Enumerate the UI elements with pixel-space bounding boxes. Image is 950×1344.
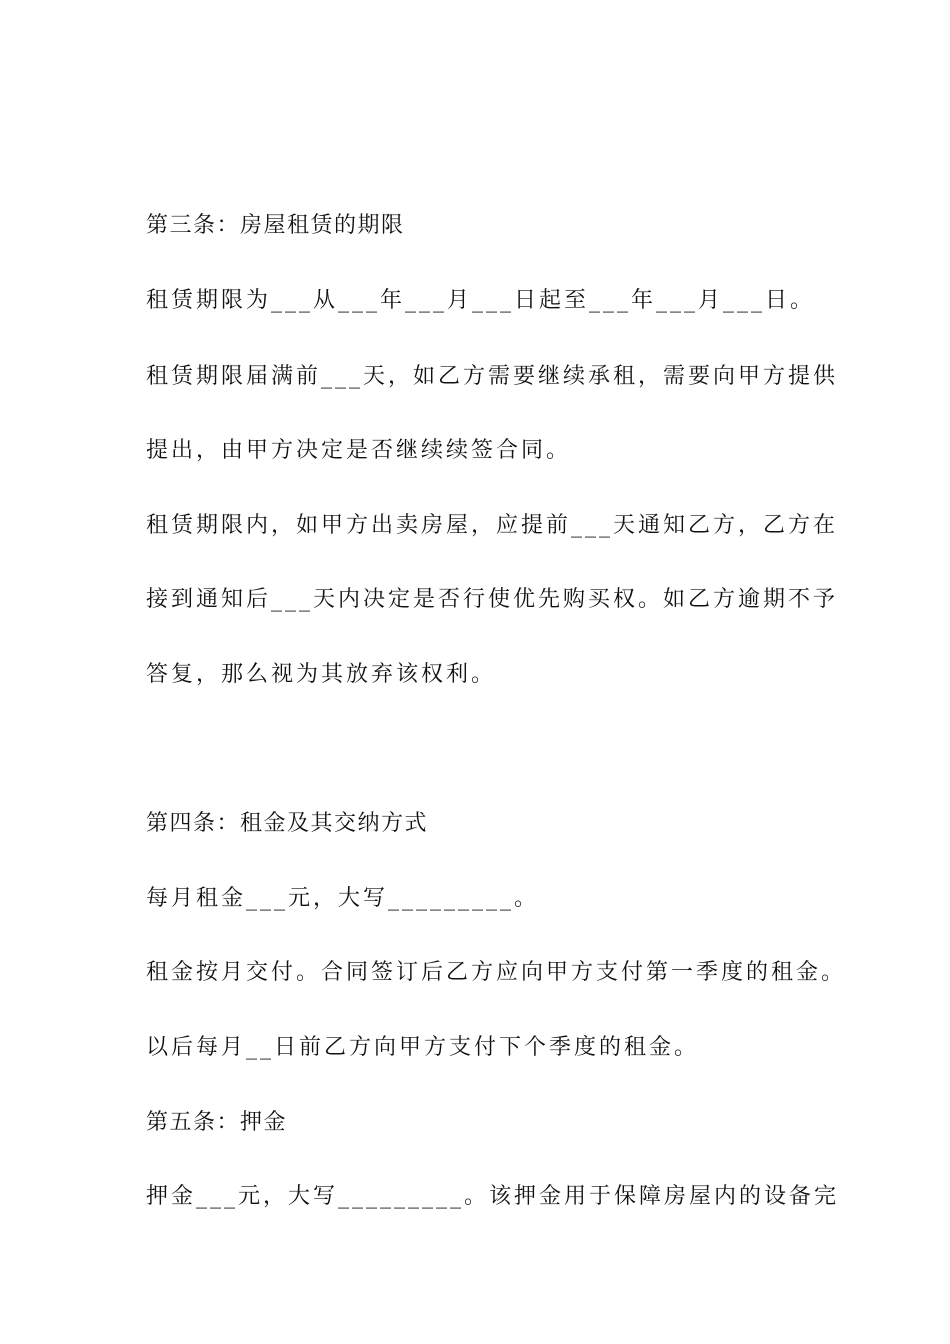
section-3-line-5: 接到通知后___天内决定是否行使优先购买权。如乙方逾期不予: [146, 587, 839, 612]
section-3-line-6: 答复，那么视为其放弃该权利。: [146, 662, 497, 687]
section-3-line-1: 租赁期限为___从___年___月___日起至___年___月___日。: [146, 288, 816, 313]
section-4-line-3: 以后每月__日前乙方向甲方支付下个季度的租金。: [146, 1035, 700, 1060]
section-3-line-2: 租赁期限届满前___天，如乙方需要继续承租，需要向甲方提供: [146, 364, 839, 389]
section-5-heading: 第五条：押金: [146, 1110, 288, 1135]
section-3-line-4: 租赁期限内，如甲方出卖房屋，应提前___天通知乙方，乙方在: [146, 513, 839, 538]
section-3-heading: 第三条：房屋租赁的期限: [146, 213, 405, 238]
section-4-line-2: 租金按月交付。合同签订后乙方应向甲方支付第一季度的租金。: [146, 960, 847, 985]
section-5-line-1: 押金___元，大写_________。该押金用于保障房屋内的设备完: [146, 1184, 840, 1209]
section-4-heading: 第四条：租金及其交纳方式: [146, 811, 429, 836]
section-3-line-3: 提出，由甲方决定是否继续续签合同。: [146, 438, 572, 463]
section-4-line-1: 每月租金___元，大写_________。: [146, 886, 540, 911]
